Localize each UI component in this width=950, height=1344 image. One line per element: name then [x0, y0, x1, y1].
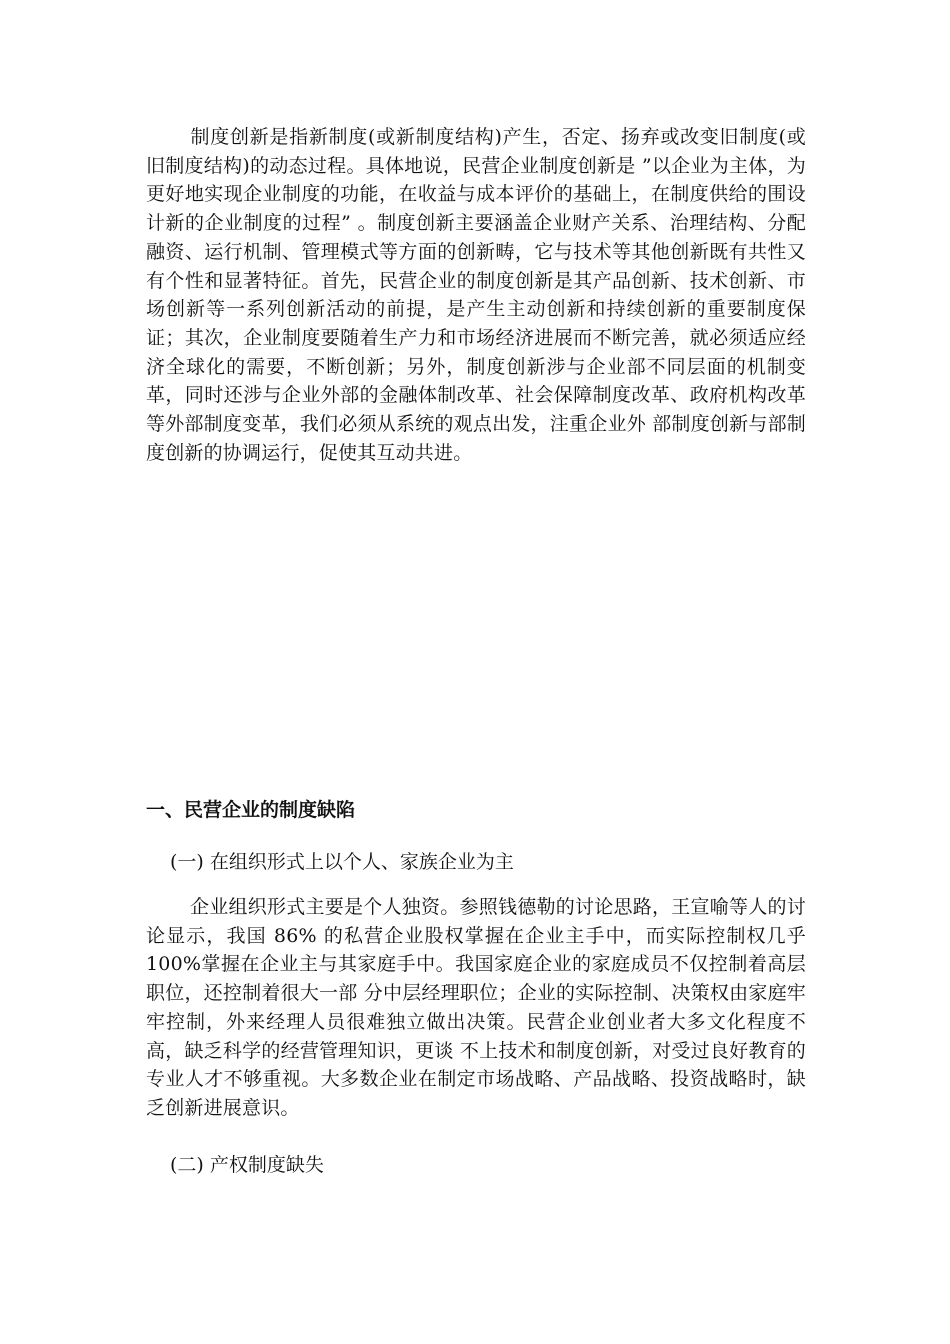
subheading-property-rights: (二) 产权制度缺失: [170, 1154, 324, 1176]
intro-paragraph: [146, 123, 806, 467]
intro-paragraph-text: 制度创新是指新制度(或新制度结构)产生，否定、扬弃或改变旧制度(或旧制度结构)的动态过程。具体地说，民营企业制度创新是 ”以企业为主体，为更好地实现企业制度的功能，在收益与成本评价的基础上，在制度供给的围设计新的企业制度的过程” 。制度创新主要涵盖企业财产关系、治理结构、分配融资、运行机制、管理模式等方面的创新畴，它与技术等其他创新既有共性又有个性和显著特征。首先，民营企业的制度创新是其产品创新、技术创新、市场创新等一系列创新活动的前提，是产生主动创新和持续创新的重要制度保证；其次，企业制度要随着生产力和市场经济进展而不断完善，就必须适应经济全球化的需要，不断创新；另外，制度创新涉与企业部不同层面的机制变革，同时还涉与企业外部的金融体制改革、社会保障制度改革、政府机构改革等外部制度变革，我们必须从系统的观点出发，注重企业外 部制度创新与部制度创新的协调运行，促使其互动共进。: [146, 126, 806, 464]
organization-paragraph-text: 企业组织形式主要是个人独资。参照钱德勒的讨论思路，王宣喻等人的讨论显示，我国 86% 的私营企业股权掌握在企业主手中，而实际控制权几乎 100%掌握在企业主与其家庭手中。我国家庭企业的家庭成员不仅控制着高层职位，还控制着很大一部 分中层经理职位；企业的实际控制、决策权由家庭牢牢控制，外来经理人员很难独立做出决策。民营企业创业者大多文化程度不高，缺乏科学的经营管理知识，更谈 不上技术和制度创新，对受过良好教育的专业人才不够重视。大多数企业在制定市场战略、产品战略、投资战略时，缺乏创新进展意识。: [146, 896, 806, 1119]
subheading-organization-form: (一) 在组织形式上以个人、家族企业为主: [170, 851, 514, 873]
organization-paragraph: [146, 893, 806, 1123]
section-heading: 一、民营企业的制度缺陷: [146, 799, 356, 821]
